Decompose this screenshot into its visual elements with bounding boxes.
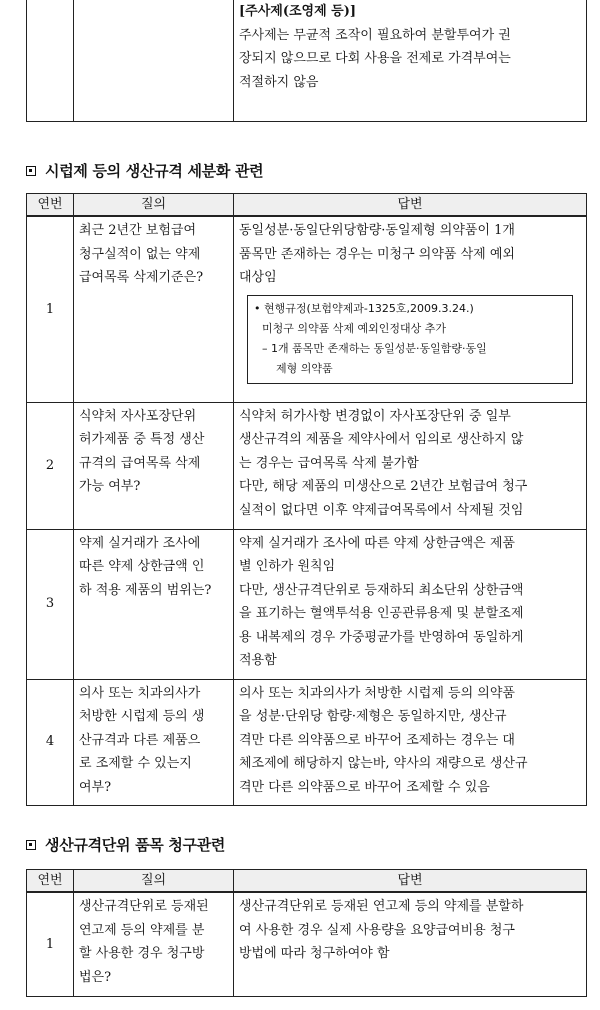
table-row (27, 216, 587, 402)
answer-line: 식약처 허가사항 변경없이 자사포장단위 중 일부 (239, 408, 511, 424)
answer-line: 주사제는 무균적 조작이 필요하여 분할투여가 권 (239, 27, 511, 43)
question-line: 가능 여부? (79, 479, 141, 494)
answer-line: 대상임 (239, 270, 277, 285)
table-row (27, 892, 587, 996)
row-number: 2 (27, 402, 74, 529)
answer-line: 격만 다른 의약품으로 바꾸어 조제하는 경우는 대 (239, 732, 515, 748)
answer-line: 격만 다른 의약품으로 바꾸어 조제할 수 있음 (239, 779, 490, 795)
answer-cell (234, 216, 587, 402)
question-line: 허가제품 중 특정 생산 (79, 432, 205, 447)
note-line: – 1개 품목만 존재하는 동일성분·동일함량·동일 (262, 341, 487, 355)
answer-heading: [주사제(조영제 등)] (239, 4, 357, 19)
question-line: 규격의 급여목록 삭제 (79, 455, 201, 471)
answer-cell (234, 529, 587, 679)
answer-line: 는 경우는 급여목록 삭제 불가함 (239, 455, 419, 471)
question-cell (74, 402, 234, 529)
answer-line: 방법에 따라 청구하여야 함 (239, 946, 390, 961)
question-cell (74, 216, 234, 402)
answer-line: 동일성분·동일단위당함량·동일제형 의약품이 1개 (239, 223, 515, 238)
table-header-row (27, 870, 587, 893)
answer-line: 의사 또는 치과의사가 처방한 시럽제 등의 의약품 (239, 685, 515, 701)
question-line: 법은? (79, 969, 112, 985)
answer-line: 적용함 (239, 653, 277, 668)
answer-line: 다만, 생산규격단위로 등재하되 최소단위 상한금액 (239, 582, 524, 598)
column-header-num: 연번 (27, 194, 74, 217)
answer-cell (234, 402, 587, 529)
answer-line: 품목만 존재하는 경우는 미청구 의약품 삭제 예외 (239, 246, 515, 262)
section-title: 시럽제 등의 생산규격 세분화 관련 (45, 162, 264, 180)
question-line: 최근 2년간 보험급여 (79, 223, 196, 238)
qa-table (26, 869, 587, 997)
square-bullet-icon (26, 840, 36, 850)
table-header-row (27, 194, 587, 217)
answer-line: 실적이 없다면 이후 약제급여목록에서 삭제될 것임 (239, 502, 524, 518)
column-header-answer: 답변 (234, 870, 587, 893)
section-heading (26, 160, 263, 181)
regulation-note-box (247, 295, 573, 384)
qa-table (26, 193, 587, 806)
question-line: 로 조제할 수 있는지 (79, 756, 192, 771)
question-line: 처방한 시럽제 등의 생 (79, 709, 205, 724)
answer-line: 용 내복제의 경우 가중평균가를 반영하여 동일하게 (239, 629, 524, 645)
question-line: 연고제 등의 약제를 분 (79, 922, 205, 938)
answer-line: 장되지 않으므로 다회 사용을 전제로 가격부여는 (239, 51, 511, 66)
question-line: 하 적용 제품의 범위는? (79, 582, 212, 598)
note-line: 미청구 의약품 삭제 예외인정대상 추가 (262, 321, 447, 335)
question-line: 급여목록 삭제기준은? (79, 270, 204, 285)
answer-line: 적절하지 않음 (239, 74, 319, 90)
question-cell (74, 892, 234, 996)
question-line: 할 사용한 경우 청구방 (79, 946, 205, 961)
continuation-table (26, 0, 587, 122)
table-row (27, 402, 587, 529)
answer-cell (234, 892, 587, 996)
question-line: 산규격과 다른 제품으 (79, 732, 201, 748)
question-line: 따른 약제 상한금액 인 (79, 559, 205, 574)
table-row (27, 679, 587, 805)
question-line: 생산규격단위로 등재된 (79, 899, 209, 914)
column-header-question: 질의 (74, 194, 234, 217)
num-cell (27, 0, 74, 121)
answer-cell (234, 0, 587, 121)
answer-line: 생산규격단위로 등재된 연고제 등의 약제를 분할하 (239, 899, 524, 914)
table-row (27, 529, 587, 679)
note-line: 제형 의약품 (276, 361, 333, 375)
answer-cell (234, 679, 587, 805)
row-number: 1 (27, 892, 74, 996)
square-bullet-icon (26, 166, 36, 176)
question-line: 의사 또는 치과의사가 (79, 685, 201, 701)
section-title: 생산규격단위 품목 청구관련 (45, 836, 226, 854)
answer-line: 다만, 해당 제품의 미생산으로 2년간 보험급여 청구 (239, 479, 528, 494)
question-line: 식약처 자사포장단위 (79, 408, 197, 424)
question-line: 청구실적이 없는 약제 (79, 246, 201, 262)
row-number: 1 (27, 216, 74, 402)
question-cell (74, 679, 234, 805)
answer-line: 을 표기하는 혈액투석용 인공관류용제 및 분할조제 (239, 606, 524, 621)
answer-line: 생산규격의 제품을 제약사에서 임의로 생산하지 않 (239, 432, 524, 447)
question-line: 여부? (79, 779, 112, 795)
answer-line: 별 인하가 원칙임 (239, 559, 336, 574)
table-row (27, 0, 587, 121)
column-header-answer: 답변 (234, 194, 587, 217)
question-cell (74, 0, 234, 121)
answer-line: 을 성분·단위당 함량·제형은 동일하지만, 생산규 (239, 709, 507, 724)
answer-line: 체조제에 해당하지 않는바, 약사의 재량으로 생산규 (239, 756, 528, 771)
row-number: 3 (27, 529, 74, 679)
column-header-question: 질의 (74, 870, 234, 893)
column-header-num: 연번 (27, 870, 74, 893)
question-cell (74, 529, 234, 679)
row-number: 4 (27, 679, 74, 805)
section-heading (26, 834, 225, 855)
note-line: • 현행규정(보험약제과-1325호,2009.3.24.) (254, 301, 474, 315)
question-line: 약제 실거래가 조사에 (79, 535, 201, 551)
answer-line: 여 사용한 경우 실제 사용량을 요양급여비용 청구 (239, 922, 515, 938)
answer-line: 약제 실거래가 조사에 따른 약제 상한금액은 제품 (239, 535, 515, 551)
